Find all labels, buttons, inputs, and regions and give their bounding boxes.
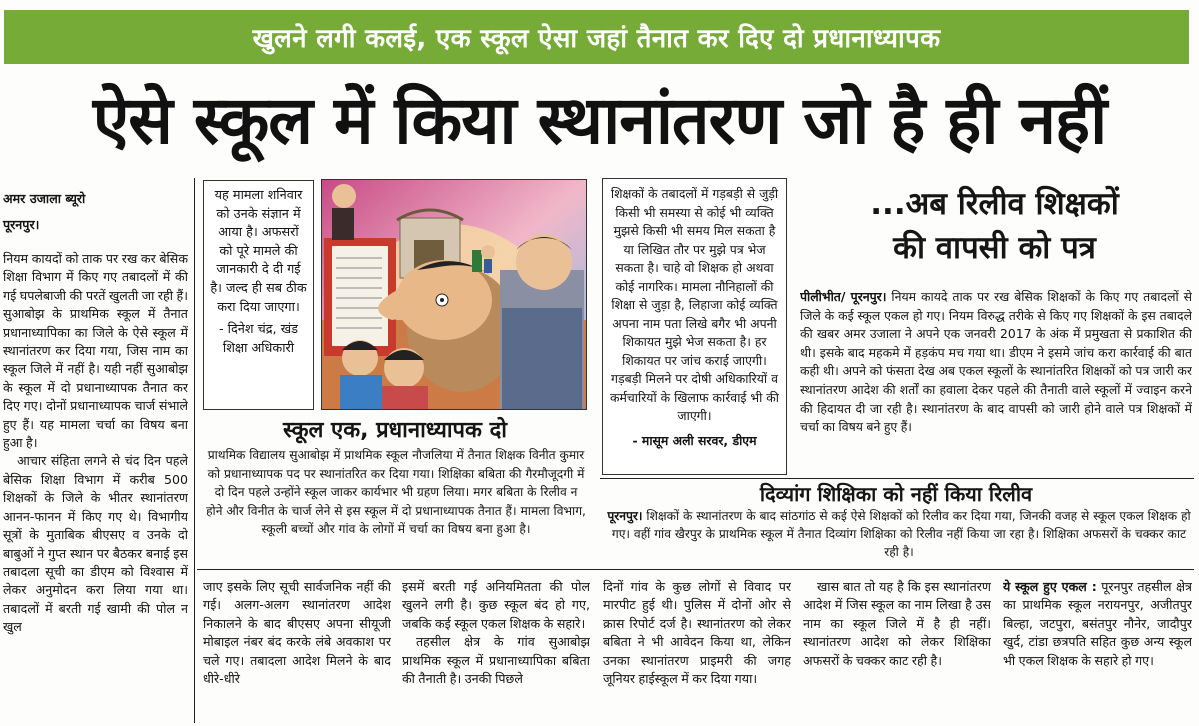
relieve-heading-line-2: की वापसी को पत्र [893,230,1096,266]
school-divider [197,569,598,570]
kicker-text: खुलने लगी कलई, एक स्कूल ऐसा जहां तैनात कर दिए दो प्रधानाध्यापक [252,24,941,54]
divyang-text [605,507,1193,563]
bottom-col3-paragraph-1: इसमें बरती गई अनियमितता की पोल खुलने लगी है। कुछ स्कूल बंद हो गए, जबकि कई स्कूल एकल शिक्षक के सहारे। [402,579,590,631]
relieve-body: नियम कायदे ताक पर रख बेसिक शिक्षकों के किए गए तबादलों से जिले के कई स्कूल एकल हो गए। नियम विरुद्ध तरीके से किए गए शिक्षकों के इस तबादले की खबर अमर उजाला ने अपने एक जनवरी 2017 के अंक में प्रमुखता से प्रकाशित की थी। इसके बाद महकमे में हड़कंप मच गया था। डीएम ने इसमे जांच करा कार्रवाई की बात कही थी। अपने को फंसता देख अब एकल स्कूलों के स्थानांतरित शिक्षकों को पत्र जारी कर स्थानांतरण आदेश की शर्तों का हवाला देकर पहले की तैनाती वाले स्कूलों में ज्वाइन करने की हिदायत दी जा रही है। स्थानांतरण के बाद वापसी को जारी होने वाले पत्र शिक्षकों में चर्चा का विषय बने हुए हैं। [800,289,1192,435]
relieve-place: पीलीभीत/ पूरनपुर। [800,289,887,304]
officer-quote-box [203,180,314,410]
dm-quote: शिक्षकों के तबादलों में गड़बड़ी से जुड़ी किसी भी समस्या से कोई भी व्यक्ति मुझसे किसी भी समय मिल सकता है या लिखित तौर पर मुझे पत्र भेज सकता है। चाहे वो शिक्षक हो अथवा कोई नागरिक। मामला नौनिहालों की शिक्षा से जुड़ा है, लिहाजा कोई व्यक्ति अपना नाम पता लिखे बगैर भी अपनी शिकायत मुझे भेज सकता है। हर शिकायत पर जांच कराई जाएगी। गड़बड़ी मिलने पर दोषी अधिकारियों व कर्मचारियों के खिलाफ कार्रवाई भी की जाएगी। [610,186,780,423]
relieve-heading [797,182,1192,270]
divyang-heading-text: दिव्यांग शिक्षिका को नहीं किया रिलीव [759,481,1033,506]
school-text: प्राथमिक विद्यालय सुआबोझ में प्राथमिक स्कूल नौजलिया में तैनात शिक्षक विनीत कुमार को प्रधानाध्यापक पद पर स्थानांतरित कर दिया गया। शिक्षिका बबिता की गैरमौजूदगी में दो दिन पहले उन्होंने स्कूल जाकर कार्यभार भी ग्रहण लिया। मगर बबिता के रिलीव न होने और विनीत के चार्ज लेने से इस स्कूल में दो प्रधानाध्यापक तैनात हैं। मामला विभाग, स्कूली बच्चों और गांव के लोगों में चर्चा का विषय बना हुआ है। [206,448,586,537]
divyang-body: शिक्षकों के स्थानांतरण के बाद सांठगांठ से कई ऐसे शिक्षकों को रिलीव कर दिया गया, जिनकी वजह से स्कूल एकल शिक्षक हो गए। वहीं गांव खैरपुर के प्राथमिक स्कूल में तैनात दिव्यांग शिक्षिका को रिलीव नहीं किया जा रहा है। शिक्षिका अफसरों के चक्कर काट रही है। [611,509,1191,560]
cartoon-drawing [322,180,587,410]
col1-paragraph-1: नियम कायदों को ताक पर रख कर बेसिक शिक्षा विभाग में किए गए तबादलों में की गई घपलेबाजी की परतें खुलती जा रही हैं। सुआबोझ के प्राथमिक स्कूल में तैनात प्रधानाध्यापिका का जिले के ऐसे स्कूल में स्थानांतरण कर दिया गया, जिस नाम का स्कूल जिले में नहीं है। यही नहीं सुआबोझ के स्कूल में दो प्रधानाध्यापक तैनात कर दिए गए। दोनों प्रधानाध्यापक चार्ज संभाले हुए हैं। यह मामला चर्चा का विषय बना हुआ है। [3,251,188,451]
bottom-divider [598,569,1194,570]
column-divider [194,178,195,723]
bottom-col2-text: जाए इसके लिए सूची सार्वजनिक नहीं की गई। अलग-अलग स्थानांतरण आदेश निकालने के बाद बीएसए अपना सीयूजी मोबाइल नंबर बंद करके लंबे अवकाश पर चले गए। तबादला आदेश मिलने के बाद धीरे-धीरे [203,579,391,687]
bottom-col6-text: पूरनपुर तहसील क्षेत्र का प्राथमिक स्कूल नरायनपुर, अजीतपुर बिल्हा, जटपुरा, बसंतपुर नौनेर, जादौपुर खुर्द, टांडा छत्रपति सहित कुछ अन्य स्कूल भी एकल शिक्षक के सहारे हो गए। [1003,579,1192,668]
dm-quote-box [602,178,787,475]
kicker-banner [4,10,1189,64]
column-1-text [3,250,188,722]
bottom-column-5 [803,578,991,724]
dm-quote-attribution: - मासूम अली सरवर, डीएम [632,432,757,448]
school-heading [203,414,587,444]
bottom-col5-text: खास बात तो यह है कि इस स्थानांतरण आदेश में जिस स्कूल का नाम लिखा है उस नाम का स्कूल जिले में है ही नहीं। स्थानांतरण आदेश को लेकर शिक्षिका अफसरों के चक्कर काट रही है। [803,579,991,668]
bottom-col3-paragraph-2: तहसील क्षेत्र के गांव सुआबोझ प्राथमिक स्कूल में प्रधानाध्यापिका बबिता की तैनाती है। उनकी पिछले [402,634,590,687]
col1-paragraph-2: आचार संहिता लगने से चंद दिन पहले बेसिक शिक्षा विभाग में करीब 500 शिक्षकों के जिले के भीतर स्थानांतरण आनन-फानन में किए गए थे। विभागीय सूत्रों के मुताबिक बीएसए व उनके दो बाबुओं ने गुप्त स्थान पर बैठकर बनाई इस तबादला सूची का डीएम को विश्वास में लेकर अनुमोदन करा लिया गया था। तबादलों में बरती गई खामी की पोल न खुल [3,453,188,635]
relieve-text [800,288,1192,468]
byline-bureau: अमर उजाला ब्यूरो [3,191,86,206]
bottom-col6-lead: ये स्कूल हुए एकल : [1003,579,1097,594]
school-heading-text: स्कूल एक, प्रधानाध्यापक दो [283,418,507,443]
byline [3,190,188,234]
bottom-column-6 [1003,578,1192,724]
officer-quote-attribution: - दिनेश चंद्र, खंड शिक्षा अधिकारी [218,322,299,356]
cartoon-illustration [321,179,587,410]
divyang-place: पूरनपुर। [607,509,643,523]
bottom-col4-text: दिनों गांव के कुछ लोगों से विवाद पर मारपीट हुई थी। पुलिस में दोनों ओर से क्रास रिपोर्ट दर्ज है। स्थानांतरण को लेकर बबिता ने भी आवेदन किया था, लेकिन उनका स्थानांतरण प्राइमरी की जगह जूनियर हाईस्कूल में कर दिया गया। [603,579,791,687]
bottom-column-2 [203,578,391,724]
bottom-column-3 [402,578,590,724]
officer-quote: यह मामला शनिवार को उनके संज्ञान में आया है। अफसरों को पूरे मामले की जानकारी दे दी गई है। जल्द ही सब ठीक करा दिया जाएगा। [210,188,307,315]
relieve-heading-line-1: ...अब रिलीव शिक्षकों [870,186,1119,222]
divyang-heading [598,479,1194,507]
headline-text: ऐसे स्कूल में किया स्थानांतरण जो है ही नहीं [92,82,1107,159]
byline-place: पूरनपुर। [3,217,40,232]
headline [0,66,1199,170]
bottom-column-4 [603,578,791,724]
